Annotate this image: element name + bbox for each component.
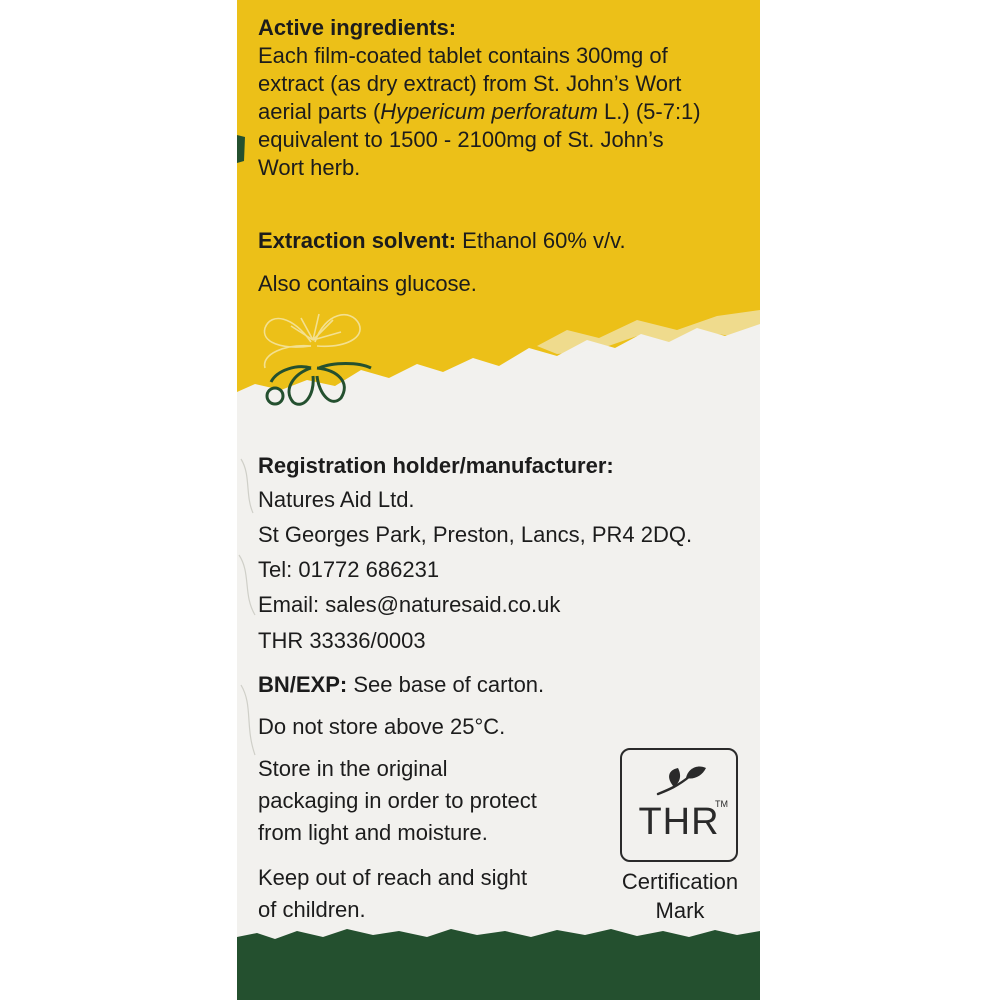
extraction-solvent-label: Extraction solvent:: [258, 228, 457, 253]
active-ingredients-block: [258, 14, 701, 182]
active-line-3: [258, 98, 701, 126]
latin-name: Hypericum perforatum: [380, 99, 598, 124]
certification-caption-line-2: Mark: [655, 898, 705, 923]
children-line-2: of children.: [258, 897, 366, 922]
registration-heading: Registration holder/manufacturer:: [258, 453, 614, 478]
active-line-4: equivalent to 1500 - 2100mg of St. John’s: [258, 127, 664, 152]
active-line-2: extract (as dry extract) from St. John’s Wort: [258, 71, 682, 96]
bn-exp: [258, 671, 544, 699]
registration-block: [258, 452, 692, 619]
company-address: St Georges Park, Preston, Lancs, PR4 2DQ.: [258, 522, 693, 547]
leaf-icon: [654, 764, 708, 800]
certification-caption: [605, 867, 755, 925]
label-panel: [237, 0, 760, 1000]
email: Email: sales@naturesaid.co.uk: [258, 592, 561, 617]
also-contains: Also contains glucose.: [258, 271, 477, 296]
bn-exp-value: See base of carton.: [347, 672, 545, 697]
bn-exp-label: BN/EXP:: [258, 672, 348, 697]
telephone: Tel: 01772 686231: [258, 557, 440, 582]
thr-certification-logo: [620, 748, 738, 862]
thr-logo-text: THR: [638, 801, 720, 843]
storage-line-1: Store in the original: [258, 756, 448, 781]
leaf-decoration: [237, 135, 247, 165]
active-line-1: Each film-coated tablet contains 300mg of: [258, 43, 668, 68]
storage-line-3: from light and moisture.: [258, 820, 488, 845]
certification-caption-line-1: Certification: [621, 869, 739, 894]
active-line-3-end: L.) (5-7:1): [597, 99, 701, 124]
active-line-5: Wort herb.: [258, 155, 361, 180]
active-ingredients-heading: Active ingredients:: [258, 15, 457, 40]
flower-illustration: [241, 298, 381, 418]
trademark-symbol: TM: [715, 799, 728, 809]
active-line-3-start: aerial parts (: [258, 99, 381, 124]
storage-temperature: Do not store above 25°C.: [258, 714, 506, 739]
company-name: Natures Aid Ltd.: [258, 487, 415, 512]
thr-number: THR 33336/0003: [258, 628, 426, 653]
green-band: [237, 925, 760, 1000]
extraction-solvent: [258, 227, 626, 255]
storage-packaging: [258, 753, 537, 849]
children-warning: [258, 862, 527, 926]
extraction-solvent-value: Ethanol 60% v/v.: [456, 228, 626, 253]
storage-line-2: packaging in order to protect: [258, 788, 537, 813]
children-line-1: Keep out of reach and sight: [258, 865, 528, 890]
